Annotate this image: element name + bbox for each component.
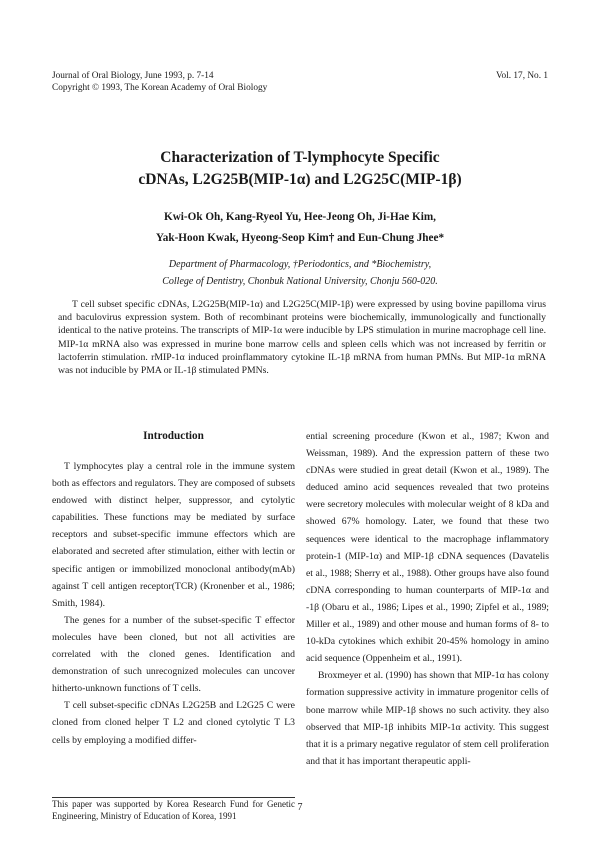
title-line-1: Characterization of T-lymphocyte Specific	[160, 149, 440, 166]
affiliation	[40, 256, 560, 290]
running-header	[52, 70, 267, 94]
body-paragraph: The genes for a number of the subset-specific T effector molecules have been cloned, but not all activities are correlated with the cloned genes. Identification and demonstration of such unrecognized molecules can uncover hitherto-unknown functions of T cells.	[52, 614, 295, 695]
page-number: 7	[297, 802, 303, 813]
authors-line-1: Kwi-Ok Oh, Kang-Ryeol Yu, Hee-Jeong Oh, Ji-Hae Kim,	[164, 211, 436, 223]
title-line-2: cDNAs, L2G25B(MIP-1α) and L2G25C(MIP-1β)	[138, 171, 462, 188]
body-paragraph: ential screening procedure (Kwon et al., 1987; Kwon and Weissman, 1989). And the expression pattern of these two cDNAs were studied in great detail (Kwon et al., 1989). The deduced amino acid sequences revealed that two proteins were secretory molecules with molecular weight of 8 kDa and showed 67% homology. Later, we found that these two sequences were identical to the macrophage inflammatory protein-1 (MIP-1α) and MIP-1β cDNA sequences (Davatelis et al., 1988; Sherry et al., 1988). Other groups have also found cDNA corresponding to human counterparts of MIP-1α and -1β (Obaru et al., 1986; Lipes et al., 1990; Zipfel et al., 1989; Miller et al., 1989) and other mouse and human forms of 8- to 10-kDa cytokines which exhibit 20-45% homology in amino acid sequence (Oppenheim et al., 1991).	[306, 431, 549, 665]
journal-citation: Journal of Oral Biology, June 1993, p. 7-14	[52, 71, 214, 81]
author-list	[40, 207, 560, 248]
affiliation-line-1: Department of Pharmacology, †Periodontics, and *Biochemistry,	[168, 259, 432, 270]
body-paragraph: T lymphocytes play a central role in the immune system both as effectors and regulators. They are composed of subsets endowed with distinct helper, suppressor, and cytolytic capabilities. These functions may be mediated by surface receptors and subset-specific immune effectors which are elaborated and secreted after stimulation, either with lectin or specific antigen or immobilized monoclonal antibody(mAb) against T cell antigen receptor(TCR) (Kronenber et al., 1986; Smith, 1984).	[52, 461, 295, 609]
article-title	[40, 147, 560, 191]
footnote-divider	[52, 797, 295, 798]
authors-line-2: Yak-Hoon Kwak, Hyeong-Seop Kim† and Eun-Chung Jhee*	[155, 231, 445, 244]
funding-footnote: This paper was supported by Korea Research Fund for Genetic Engineering, Ministry of Education of Korea, 1991	[52, 799, 295, 821]
volume-label: Vol. 17, No. 1	[496, 71, 548, 81]
affiliation-line-2: College of Dentistry, Chonbuk National University, Chonju 560-020.	[162, 276, 438, 287]
right-column	[306, 428, 549, 770]
abstract	[58, 298, 546, 377]
abstract-text: T cell subset specific cDNAs, L2G25B(MIP-1α) and L2G25C(MIP-1β) were expressed by using bovine papilloma virus and baculovirus expression system. Both of recombinant proteins were biochemically, immunologically and functionally identical to the native proteins. The transcripts of MIP-1α were inducible by LPS stimulation in murine macrophage cell line. MIP-1α mRNA also was expressed in murine bone marrow cells and spleen cells which was not increased by ferritin or lactoferrin stimulation. rMIP-1α induced proinflammatory cytokine IL-1β mRNA from human PMNs. But MIP-1α mRNA was not inducible by PMA or IL-1β stimulated PMNs.	[58, 299, 546, 377]
body-paragraph: T cell subset-specific cDNAs L2G25B and L2G25 C were cloned from cloned helper T L2 and cloned cytolytic T L3 cells by employing a modified differ-	[52, 700, 295, 746]
left-column	[52, 428, 295, 749]
copyright-line: Copyright © 1993, The Korean Academy of Oral Biology	[52, 83, 268, 93]
body-paragraph: Broxmeyer et al. (1990) has shown that MIP-1α has colony formation suppressive activity in immature progenitor cells of bone marrow while MIP-1β shows no such activity. they also observed that MIP-1β inhibits MIP-1α activity. This suggest that it is a primary negative regulator of stem cell proliferation and that it has important therapeutic appli-	[306, 670, 549, 767]
section-heading-introduction: Introduction	[143, 430, 204, 442]
